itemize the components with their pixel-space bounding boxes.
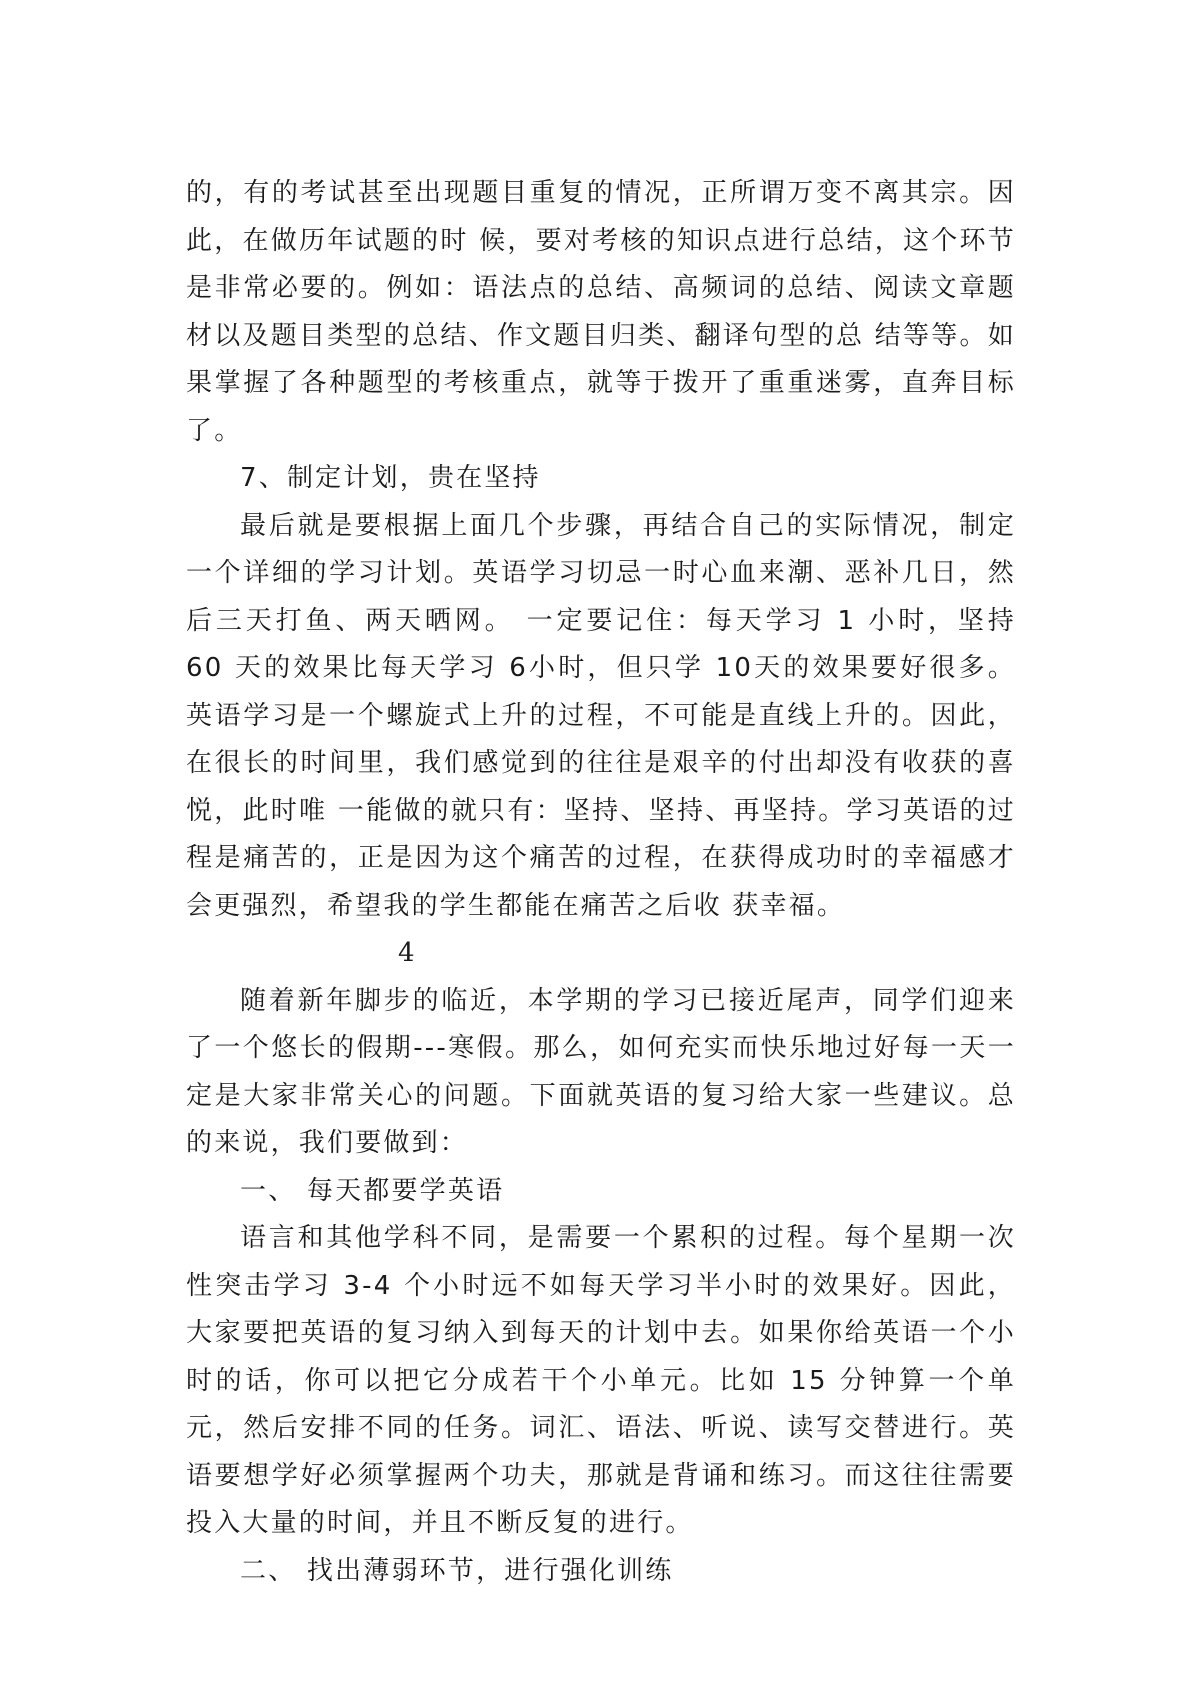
section-heading-1: 一、 每天都要学英语 — [240, 1175, 505, 1206]
paragraph-daily-study: 语言和其他学科不同，是需要一个累积的过程。每个星期一次性突击学习 3-4 个小时远不如每天学习半小时的效果好。因此，大家要把英语的复习纳入到每天的计划中去。如果你给英语一个小时的话，你可以把它分成若干个小单元。比如 15 分钟算一个单元，然后安排不同的任务。词汇、语法、听说、读写交替进行。英语要想学好必须掌握两个功夫，那就是背诵和练习。而这往往需要投入大量的时间，并且不断反复的进行。 — [186, 1223, 1016, 1538]
paragraph-intro: 随着新年脚步的临近，本学期的学习已接近尾声，同学们迎来了一个悠长的假期---寒假。那么，如何充实而快乐地过好每一天一定是大家非常关心的问题。下面就英语的复习给大家一些建议。总的来说，我们要做到： — [186, 985, 1016, 1158]
document-body — [186, 170, 1016, 1595]
paragraph-study-plan: 最后就是要根据上面几个步骤，再结合自己的实际情况，制定一个详细的学习计划。英语学习切忌一时心血来潮、恶补几日，然后三天打鱼、两天晒网。 一定要记住：每天学习 1 小时，坚持 60 天的效果比每天学习 6小时，但只学 10天的效果要好很多。英语学习是一个螺旋式上升的过程，不可能是直线上升的。因此，在很长的时间里，我们感觉到的往往是艰辛的付出却没有收获的喜悦，此时唯 一能做的就只有：坚持、坚持、再坚持。学习英语的过程是痛苦的，正是因为这个痛苦的过程，在获得成功时的幸福感才会更强烈，希望我的学生都能在痛苦之后收 获幸福。 — [186, 510, 1016, 921]
section-heading-7: 7、制定计划，贵在坚持 — [240, 463, 541, 493]
page-number: 4 — [398, 938, 415, 968]
section-heading-2: 二、 找出薄弱环节，进行强化训练 — [240, 1555, 674, 1586]
paragraph-continued: 的，有的考试甚至出现题目重复的情况，正所谓万变不离其宗。因此，在做历年试题的时 候，要对考核的知识点进行总结，这个环节是非常必要的。例如：语法点的总结、高频词的总结、阅读文章题材以及题目类型的总结、作文题目归类、翻译句型的总 结等等。如果掌握了各种题型的考核重点，就等于拨开了重重迷雾，直奔目标了。 — [186, 178, 1016, 446]
